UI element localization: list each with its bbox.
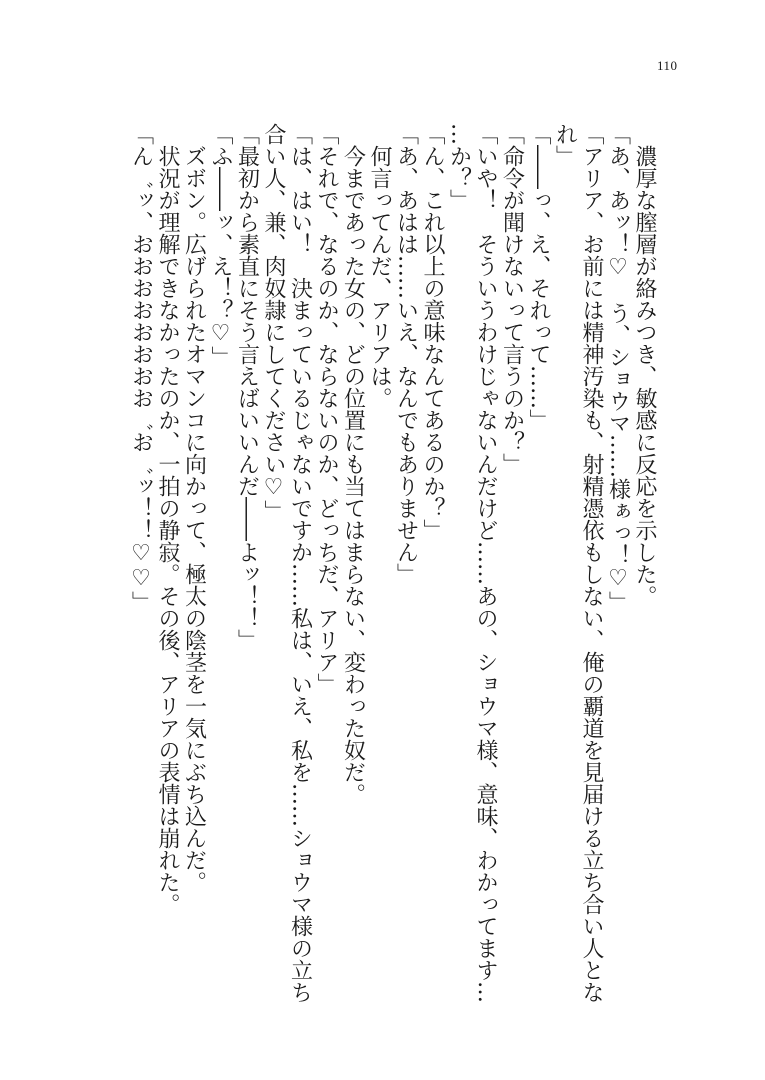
text-line: 「それで、なるのか、ならないのか、どっちだ、アリア」: [314, 123, 339, 695]
text-line: 「アリア、お前には精神汚染も、射精憑依もしない、俺の覇道を見届ける立ち合い人とな: [579, 123, 604, 1003]
text-line: 合い人、兼、肉奴隷にしてください♡」: [261, 123, 286, 522]
text-line: 今まであった女の、どの位置にも当てはまらない、変わった奴だ。: [340, 123, 366, 805]
text-line: ズボン。広げられたオマンコに向かって、極太の陰茎を一気にぶち込んだ。: [181, 123, 207, 893]
text-line: 「ん゛ッ、おおおおおおおお゛お゛ッ！！♡♡」: [128, 123, 154, 613]
text-line: 何言ってんだ、アリアは。: [367, 123, 392, 409]
page-number: 110: [657, 58, 678, 73]
text-line: 「いや！ そういうわけじゃないんだけど……あの、ショウマ様、意味、わかってます…: [473, 123, 498, 1003]
text-line: 「は、はい！ 決まっているじゃないですか……私は、いえ、私を……ショウマ様の立ち: [287, 123, 313, 1003]
text-line: 「命令が聞けないって言うのか？」: [499, 123, 525, 475]
text-line: 「――っ、え、それって……」: [526, 123, 551, 431]
text-line: …か？」: [446, 123, 472, 211]
novel-text-column-block: [127, 123, 657, 1003]
text-line: 「あ、あはは……いえ、なんでもありません」: [393, 123, 419, 585]
text-line: 「あ、あッ！♡ う、ショウマ……様ぁっ！♡」: [605, 123, 631, 613]
text-line: 「ん、これ以上の意味なんてあるのか？」: [420, 123, 445, 541]
text-line: れ」: [552, 123, 578, 167]
text-line: 「ふ――ッ、え！？♡」: [208, 123, 233, 368]
text-line: 「最初から素直にそう言えばいいんだ――よッ！！」: [234, 123, 260, 651]
text-line: 状況が理解できなかったのか、一拍の静寂。その後、アリアの表情は崩れた。: [155, 123, 180, 915]
text-line: 濃厚な膣層が絡みつき、敏感に反応を示した。: [632, 123, 657, 607]
